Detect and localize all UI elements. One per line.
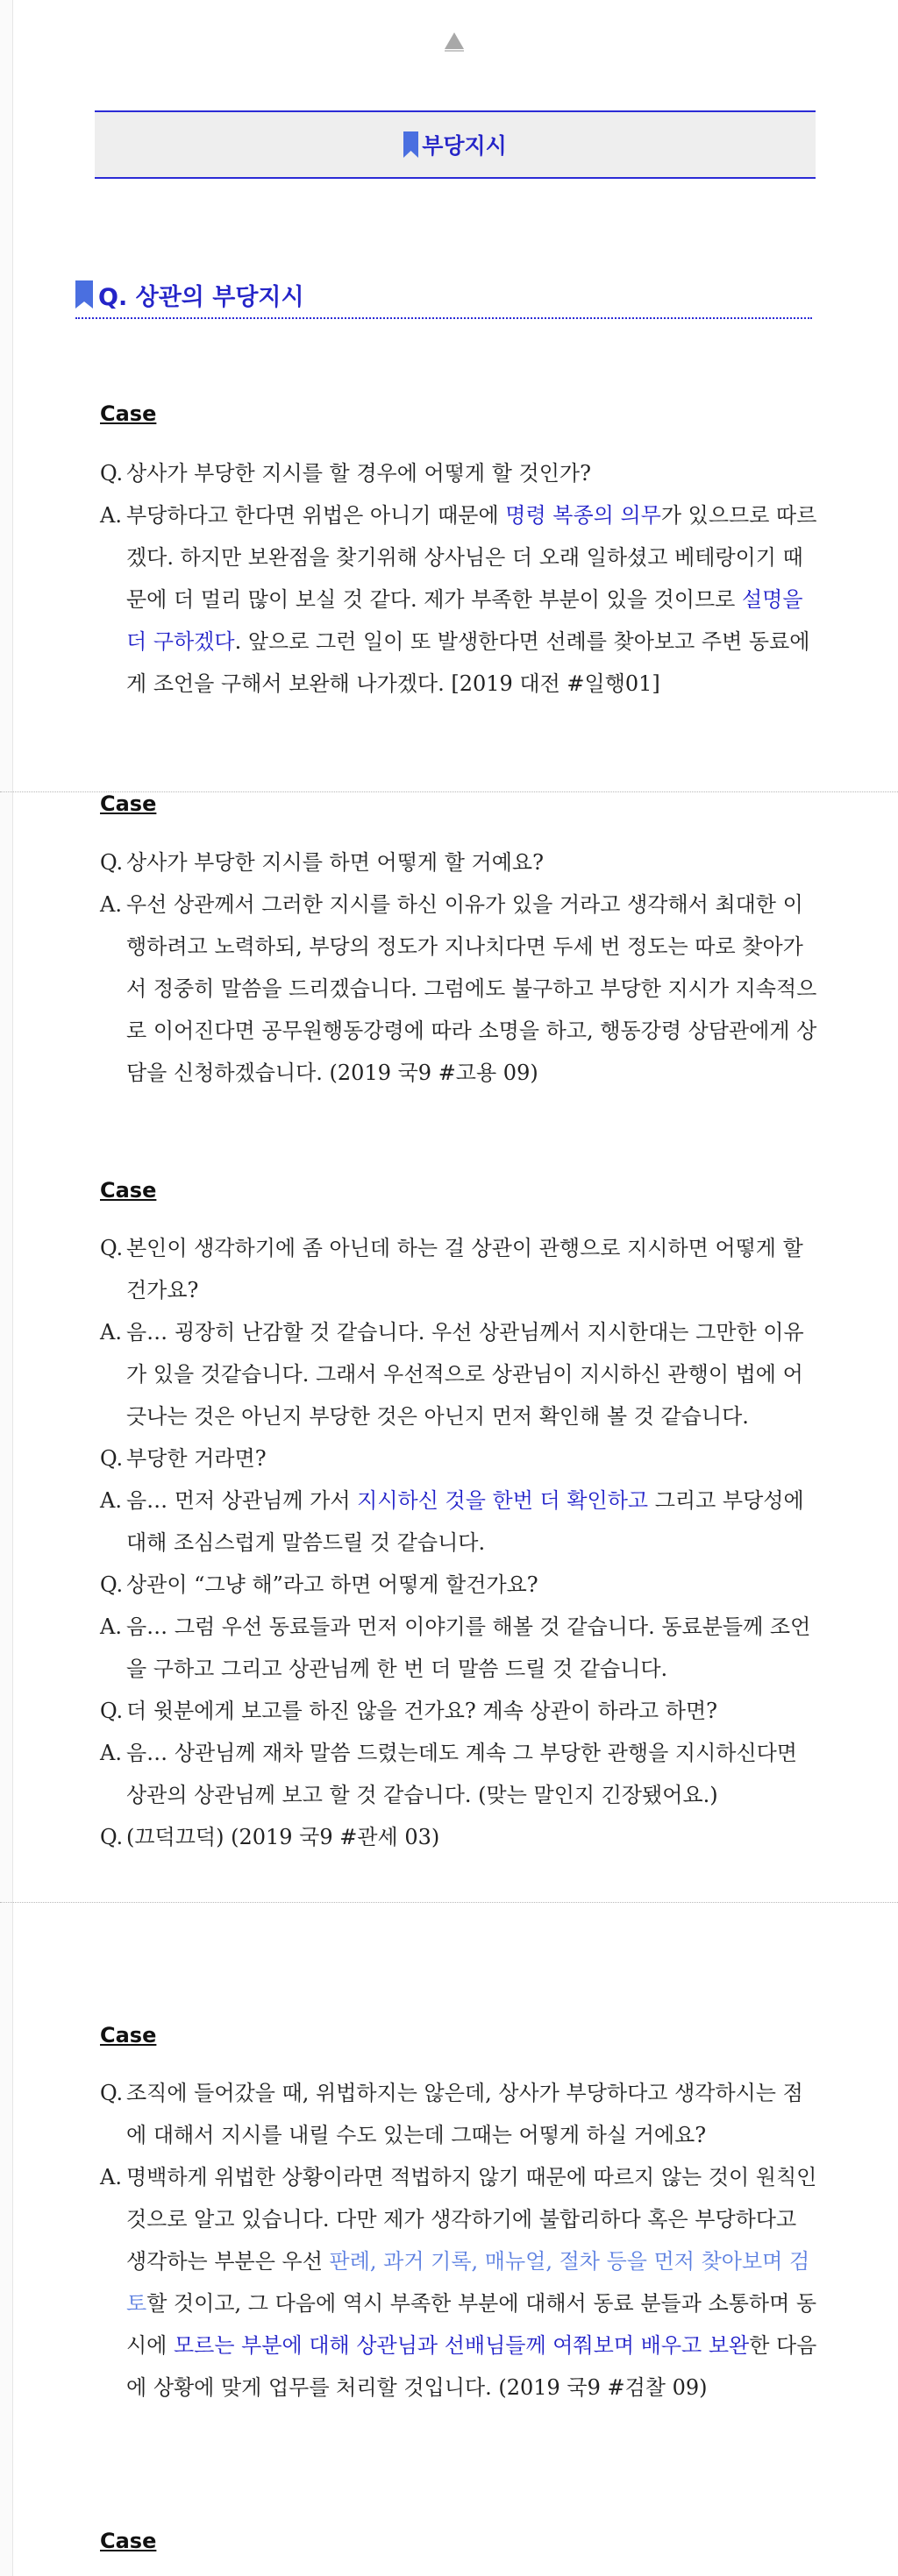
answer-row xyxy=(100,1732,819,1816)
scroll-top-button[interactable] xyxy=(443,30,466,53)
answer-text: 음… 상관님께 재차 말씀 드렸는데도 계속 그 부당한 관행을 지시하신다면 상관의 상관님께 보고 할 것 같습니다. (맞는 말인지 긴장됐어요.) xyxy=(126,1741,797,1807)
question-row xyxy=(100,1564,819,1606)
left-gutter xyxy=(0,0,13,2576)
a-prefix: A. xyxy=(100,1320,122,1345)
q-prefix: Q. xyxy=(100,1572,124,1597)
case-qa xyxy=(100,452,819,705)
question-text: 상사가 부당한 지시를 할 경우에 어떻게 할 것인가? xyxy=(126,461,591,486)
answer-segment: 그리고 부당성에 대해 조심스럽게 말씀드릴 것 같습니다. xyxy=(126,1488,804,1555)
answer-segment: . 앞으로 그런 일이 또 발생한다면 선례를 찾아보고 주변 동료에게 조언을 구해서 보완해 나가겠다. [2019 대전 #일행01] xyxy=(126,629,810,696)
a-prefix: A. xyxy=(100,1614,122,1639)
answer-text: 우선 상관께서 그러한 지시를 하신 이유가 있을 거라고 생각해서 최대한 이행하려고 노력하되, 부당의 정도가 지나치다면 두세 번 정도는 따로 찾아가서 정중히 말씀을 드리겠습니다. 그럼에도 불구하고 부당한 지시가 지속적으로 이어진다면 공무원행동강령에 따라 소명을 하고, 행동강령 상담관에게 상담을 신청하겠습니다. (2019 국9 #고용 09) xyxy=(126,892,817,1085)
case-label: Case xyxy=(100,1178,157,1203)
question-text: 상관이 “그냥 해”라고 하면 어떻게 할건가요? xyxy=(126,1572,538,1597)
question-row xyxy=(100,1227,819,1311)
q-prefix: Q. xyxy=(100,461,124,486)
answer-row xyxy=(100,2156,819,2409)
a-prefix: A. xyxy=(100,2165,122,2189)
section-header xyxy=(95,110,816,179)
question-title-text: Q. 상관의 부당지시 xyxy=(98,283,304,311)
case-qa xyxy=(100,2072,819,2409)
answer-segment: 부당하다고 한다면 위법은 아니기 때문에 xyxy=(126,503,506,528)
question-text: 상사가 부당한 지시를 하면 어떻게 할 거예요? xyxy=(126,850,544,875)
q-prefix: Q. xyxy=(100,1446,124,1471)
answer-highlight: 모르는 부분에 대해 상관님과 선배님들께 여쭤보며 배우고 보완 xyxy=(174,2333,750,2358)
answer-text xyxy=(126,2156,819,2409)
case-label: Case xyxy=(100,401,157,426)
case-qa xyxy=(100,841,819,1094)
bookmark-icon xyxy=(75,280,93,309)
question-text: (끄덕끄덕) (2019 국9 #관세 03) xyxy=(126,1825,440,1849)
answer-row xyxy=(100,1311,819,1437)
answer-highlight: 설명을 더 구하겠다 xyxy=(126,587,803,654)
answer-row xyxy=(100,1606,819,1690)
answer-segment: 음… 먼저 상관님께 가서 xyxy=(126,1488,358,1513)
q-prefix: Q. xyxy=(100,1236,124,1260)
answer-segment: 명백하게 위법한 상황이라면 적법하지 않기 때문에 따르지 않는 것이 원칙인 것으로 알고 있습니다. 다만 제가 생각하기에 불합리하다 혹은 부당하다고 생각하는 부분은 우선 xyxy=(126,2165,817,2274)
a-prefix: A. xyxy=(100,503,122,528)
question-row xyxy=(100,841,819,884)
case-label: Case xyxy=(100,2023,157,2047)
answer-segment: 가 있으므로 따르겠다. 하지만 보완점을 찾기위해 상사님은 더 오래 일하셨고 베테랑이기 때문에 더 멀리 많이 보실 것 같다. 제가 부족한 부분이 있을 것이므로 xyxy=(126,503,817,612)
question-row xyxy=(100,1816,819,1858)
q-prefix: Q. xyxy=(100,1825,124,1849)
divider xyxy=(0,1902,898,1903)
section-title: 부당지시 xyxy=(422,133,507,159)
answer-row xyxy=(100,494,819,705)
question-text: 더 윗분에게 보고를 하진 않을 건가요? 계속 상관이 하라고 하면? xyxy=(126,1699,717,1723)
answer-segment: 한 다음에 상황에 맞게 업무를 처리할 것입니다. (2019 국9 #검찰 09) xyxy=(126,2333,817,2400)
question-row xyxy=(100,1437,819,1480)
question-text: 부당한 거라면? xyxy=(126,1446,267,1471)
answer-highlight: 지시하신 것을 한번 더 확인하고 xyxy=(357,1488,649,1513)
a-prefix: A. xyxy=(100,892,122,917)
answer-highlight: 판례, 과거 기록, 매뉴얼, 절차 등을 먼저 찾아보며 검토 xyxy=(126,2249,810,2316)
answer-text xyxy=(126,1480,819,1564)
question-text: 조직에 들어갔을 때, 위법하지는 않은데, 상사가 부당하다고 생각하시는 점에 대해서 지시를 내릴 수도 있는데 그때는 어떻게 하실 거에요? xyxy=(126,2081,803,2147)
bookmark-icon xyxy=(403,131,418,158)
question-title xyxy=(75,272,812,319)
case-qa xyxy=(100,1227,819,1858)
answer-row xyxy=(100,884,819,1094)
up-triangle-icon xyxy=(443,30,466,53)
answer-highlight: 명령 복종의 의무 xyxy=(505,503,661,528)
question-row xyxy=(100,1690,819,1732)
question-row xyxy=(100,452,819,494)
question-text: 본인이 생각하기에 좀 아닌데 하는 걸 상관이 관행으로 지시하면 어떻게 할 건가요? xyxy=(126,1236,803,1302)
answer-segment: 할 것이고, 그 다음에 역시 부족한 부분에 대해서 동료 분들과 소통하며 동시에 xyxy=(126,2291,817,2358)
answer-row xyxy=(100,1480,819,1564)
answer-text: 음… 그럼 우선 동료들과 먼저 이야기를 해볼 것 같습니다. 동료분들께 조언을 구하고 그리고 상관님께 한 번 더 말씀 드릴 것 같습니다. xyxy=(126,1614,811,1681)
q-prefix: Q. xyxy=(100,2081,124,2105)
answer-text xyxy=(126,494,819,705)
q-prefix: Q. xyxy=(100,850,124,875)
a-prefix: A. xyxy=(100,1488,122,1513)
case-label: Case xyxy=(100,2529,157,2553)
q-prefix: Q. xyxy=(100,1699,124,1723)
case-label: Case xyxy=(100,791,157,816)
answer-text: 음… 굉장히 난감할 것 같습니다. 우선 상관님께서 지시한대는 그만한 이유가 있을 것같습니다. 그래서 우선적으로 상관님이 지시하신 관행이 법에 어긋나는 것은 아닌지 부당한 것은 아닌지 먼저 확인해 볼 것 같습니다. xyxy=(126,1320,804,1429)
a-prefix: A. xyxy=(100,1741,122,1765)
question-row xyxy=(100,2072,819,2156)
